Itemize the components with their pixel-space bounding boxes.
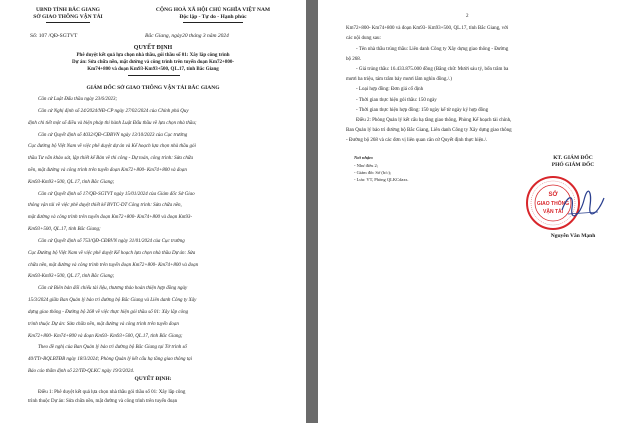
page-2-line: Ban Quản lý bảo trì đường bộ Bắc Giang, Liên danh Công ty Xây dựng giao thông bbox=[346, 128, 512, 133]
doc-title: QUYẾT ĐỊNH bbox=[133, 45, 173, 51]
preamble-line: Km93-Km93+500, QL.17, tỉnh Bắc Giang; bbox=[28, 274, 115, 280]
doc-number: Số: 107 /QĐ-SGTVT bbox=[30, 33, 78, 39]
subject-line-1: Phê duyệt kết quả lựa chọn nhà thầu, gói thầu số 01: Xây lắp công trình bbox=[76, 53, 230, 58]
page-2-line: mươi ba triệu, tám trăm bảy mươi lăm nghìn đồng./.) bbox=[346, 77, 452, 82]
subject-underline bbox=[128, 75, 180, 76]
recipient-3: - Lưu: VT, Phòng QLKCdaxs. bbox=[354, 177, 409, 182]
page-2-line: - Loại hợp đồng: Đơn giá cố định bbox=[356, 87, 424, 92]
decide-heading: QUYẾT ĐỊNH: bbox=[134, 376, 172, 382]
preamble-line: Căn cứ Luật Đấu thầu ngày 23/6/2023; bbox=[38, 97, 118, 102]
page-2-line: - Tên nhà thầu trúng thầu: Liên danh Công ty Xây dựng giao thông - Đường bbox=[356, 47, 509, 52]
org-underline bbox=[46, 22, 90, 23]
preamble-line: thông vận tải về việc phê duyệt thiết kế BVTC-DT Công trình: Sửa chữa nền, bbox=[28, 203, 182, 209]
nation-underline bbox=[183, 22, 243, 23]
preamble-line: Km93-Km93+500, QL.17, tỉnh Bắc Giang; bbox=[28, 179, 115, 185]
page-2-line: - Thời gian thực hiện gói thầu: 150 ngày bbox=[356, 98, 437, 103]
seal-text-top: SỞ bbox=[548, 192, 558, 198]
preamble-line: mặt đường và công trình trên tuyến đoạn Km72+800- Km74+800 và đoạn Km93- bbox=[28, 215, 193, 221]
page-2-line: - Đường bộ 268 và các đơn vị liên quan căn cứ Quyết định thực hiện./. bbox=[346, 138, 488, 143]
signature-icon bbox=[558, 188, 606, 220]
preamble-line: dựng giao thông - Đường bộ 268 về việc thực hiện gói thầu số 01: Xây lắp công bbox=[28, 309, 189, 315]
preamble-line: 40/TTr-BQLBTĐB ngày 18/3/2024; Phòng Quản lý kết cấu hạ tầng giao thông tại bbox=[28, 357, 193, 363]
preamble-line: Cục đường bộ Việt Nam về việc phê duyệt dự án và Kế hoạch lựa chọn nhà thầu gói bbox=[28, 144, 196, 150]
preamble-line: Theo đề nghị của Ban Quản lý bảo trì đường bộ Bắc Giang tại Tờ trình số bbox=[38, 345, 187, 351]
preamble-line: Cục Đường bộ Việt Nam về việc phê duyệt Kế hoạch lựa chọn nhà thầu Dự án: Sửa bbox=[28, 250, 196, 256]
preamble-line: định chi tiết một số điều và biện pháp thi hành Luật Đấu thầu về lựa chọn nhà thầu; bbox=[28, 120, 197, 126]
seal-text-mid: GIAO THÔNG bbox=[536, 201, 570, 207]
preamble-line: chữa nền, mặt đường và công trình trên tuyến đoạn Km72+800- Km74+800 và đoạn bbox=[28, 262, 199, 268]
subject-line-2: Dự án: Sửa chữa nền, mặt đường và công trình trên tuyến đoạn Km72+800- bbox=[71, 60, 235, 65]
preamble-line: thầu Tư vấn khảo sát, lập thiết kế Bản vẽ thi công - Dự toán, công trình: Sửa chữa bbox=[28, 156, 194, 162]
page-2-line: Km72+800- Km74+800 và đoạn Km93- Km93+500, QL.17, tỉnh Bắc Giang, với bbox=[346, 26, 509, 31]
subject-line-3: Km74+800 và đoạn Km93-Km93+500, QL.17, tỉnh Bắc Giang bbox=[87, 67, 219, 72]
preamble-line: Căn cứ Biên bản đối chiếu tài liệu, thương thảo hoàn thiện hợp đồng ngày bbox=[38, 286, 188, 292]
preamble-line: nền, mặt đường và công trình trên tuyến đoạn Km72+800- Km74+800 và đoạn bbox=[28, 168, 187, 173]
preamble-line: Báo cáo thẩm định số 22/TĐ-QLKC ngày 19/3/2024. bbox=[28, 369, 135, 374]
sign-line-1: KT. GIÁM ĐỐC bbox=[553, 155, 593, 161]
doc-date: Bắc Giang, ngày20 tháng 3 năm 2024 bbox=[145, 33, 229, 39]
recipient-1: - Như điều 2; bbox=[354, 163, 379, 168]
page-2-line: Điều 2: Phòng Quản lý kết cấu hạ tầng giao thông, Phòng Kế hoạch tài chính, bbox=[356, 118, 512, 123]
article-1-line-1: Điều 1: Phê duyệt kết quả lựa chọn nhà thầu gói thầu số 01: Xây lắp công bbox=[38, 390, 186, 395]
recipients-title: Nơi nhận: bbox=[354, 155, 374, 160]
preamble-line: Căn cứ Quyết định số 4032/QĐ-CĐBVN ngày 13/10/2023 của Cục trưởng bbox=[38, 132, 188, 138]
document-page-2 bbox=[318, 0, 624, 423]
authority-heading: GIÁM ĐỐC SỞ GIAO THÔNG VẬN TẢI BẮC GIANG bbox=[86, 85, 220, 91]
recipient-2: - Giám đốc Sở (b/c); bbox=[354, 170, 392, 175]
nation-line-1: CỘNG HOÀ XÃ HỘI CHỦ NGHĨA VIỆT NAM bbox=[155, 7, 271, 13]
preamble-line: 15/3/2024 giữa Ban Quản lý bảo trì đường bộ Bắc Giang và Liên danh Công ty Xây bbox=[28, 298, 197, 303]
preamble-line: Căn cứ Quyết định số 753/QĐ-CĐBVN ngày 31/01/2024 của Cục trưởng bbox=[38, 238, 185, 244]
document-page-1 bbox=[0, 0, 306, 423]
signer-name: Nguyễn Văn Mạnh bbox=[550, 233, 596, 239]
nation-line-2: Độc lập - Tự do - Hạnh phúc bbox=[179, 14, 247, 20]
article-1-line-2: trình thuộc Dự án: Sửa chữa nền, mặt đường và công trình trên tuyến đoạn bbox=[28, 399, 178, 404]
org-line-2: SỞ GIAO THÔNG VẬN TẢI bbox=[33, 14, 103, 20]
preamble-line: Km93+500, QL.17, tỉnh Bắc Giang; bbox=[28, 227, 101, 233]
page-2-line: bộ 268. bbox=[346, 57, 361, 62]
preamble-line: Căn cứ Nghị định số 24/2024/NĐ-CP ngày 27/02/2024 của Chính phủ Quy bbox=[38, 108, 189, 114]
page-2-line: - Thời gian thực hiện hợp đồng: 150 ngày kể từ ngày ký hợp đồng bbox=[356, 108, 489, 113]
preamble-line: Km72+800- Km74+800 và đoạn Km93- Km93+500, QL.17, tỉnh Bắc Giang; bbox=[28, 333, 183, 339]
sign-line-2: PHÓ GIÁM ĐỐC bbox=[551, 162, 595, 168]
seal-text-bot: VẬN TẢI bbox=[543, 209, 563, 215]
preamble-line: Căn cứ Quyết định số 17/QĐ-SGTVT ngày 15/01/2024 của Giám đốc Sở Giao bbox=[38, 191, 195, 197]
preamble-line: trình thuộc Dự án: Sửa chữa nền, mặt đường và công trình trên tuyến đoạn bbox=[28, 321, 179, 327]
org-line-1: UBND TỈNH BẮC GIANG bbox=[36, 7, 100, 13]
page-2-line: các nội dung sau: bbox=[346, 36, 381, 41]
page-number: 2 bbox=[466, 14, 469, 19]
page-2-line: - Giá trúng thầu: 16.433.875.000 đồng (Bằng chữ: Mười sáu tỷ, bốn trăm ba bbox=[356, 67, 509, 72]
